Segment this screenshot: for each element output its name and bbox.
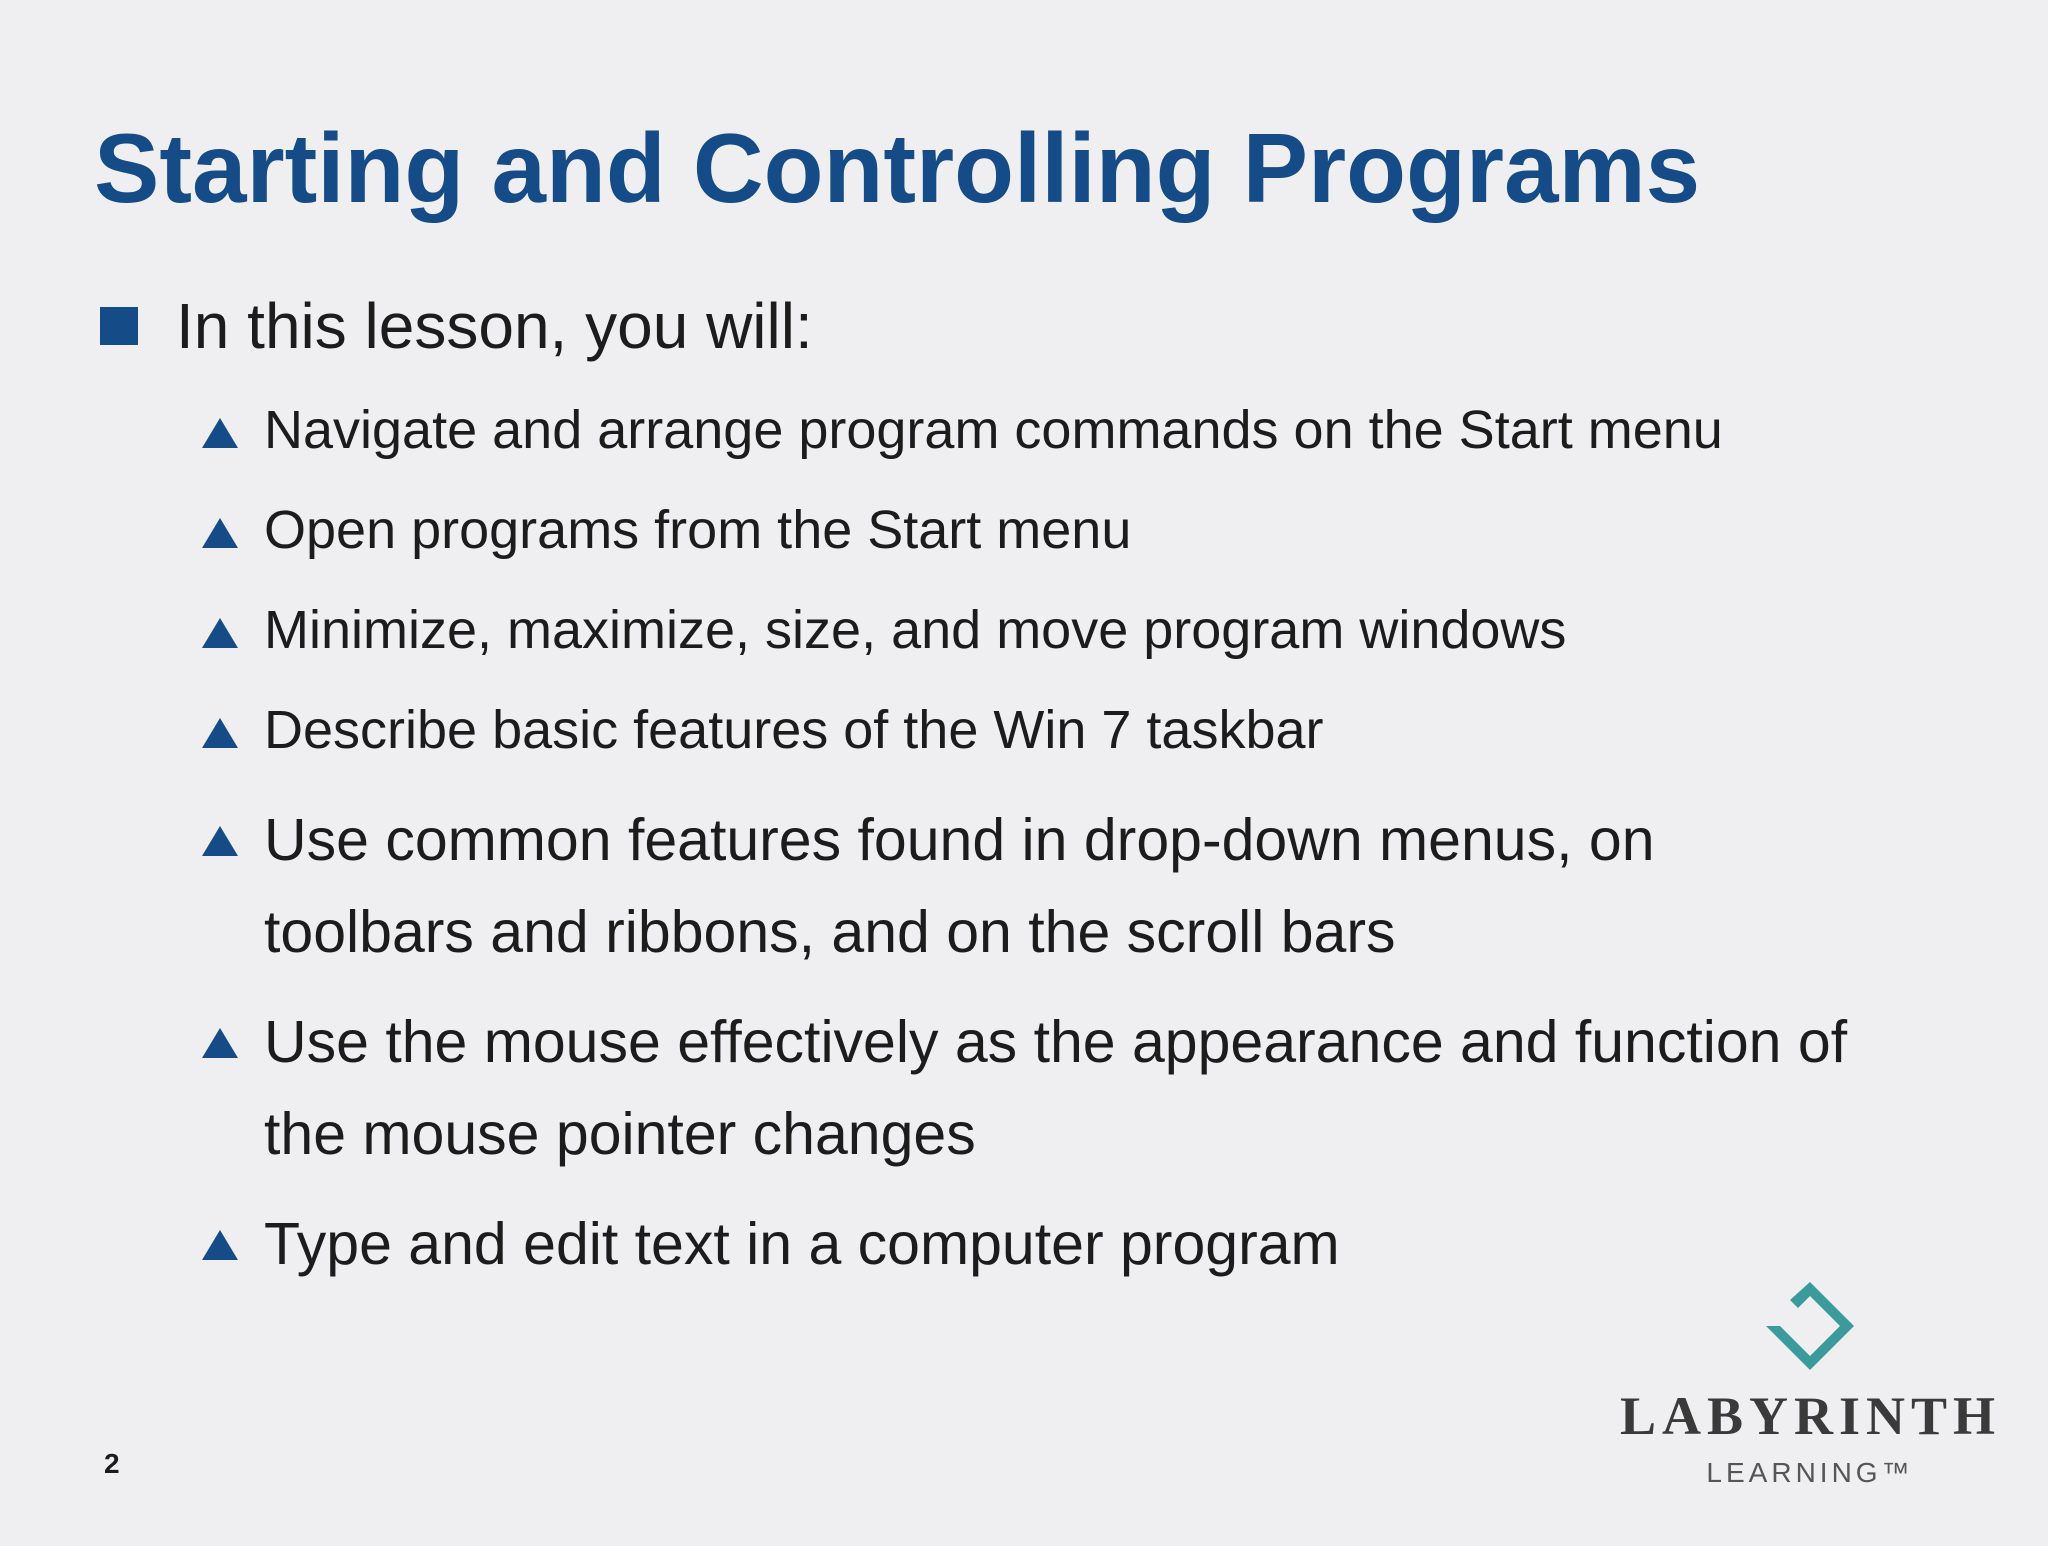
triangle-bullet-icon bbox=[200, 416, 240, 450]
slide-title: Starting and Controlling Programs bbox=[94, 113, 1701, 223]
logo-wordmark: LABYRINTH bbox=[1620, 1386, 2002, 1446]
item-text bbox=[264, 794, 1655, 978]
item-line: Use common features found in drop-down menus, on bbox=[264, 807, 1655, 873]
intro-text: In this lesson, you will: bbox=[176, 290, 813, 362]
list-item bbox=[200, 698, 1324, 762]
labyrinth-logo bbox=[1620, 1278, 2000, 1498]
page-number: 2 bbox=[104, 1448, 120, 1479]
list-item bbox=[200, 794, 1655, 978]
item-line: the mouse pointer changes bbox=[264, 1101, 976, 1167]
intro-bullet bbox=[100, 286, 813, 366]
triangle-bullet-icon bbox=[200, 1228, 240, 1262]
list-item bbox=[200, 996, 1847, 1180]
triangle-bullet-icon bbox=[200, 1026, 240, 1060]
item-text: Navigate and arrange program commands on the Start menu bbox=[264, 400, 1723, 460]
triangle-bullet-icon bbox=[200, 824, 240, 858]
item-text: Open programs from the Start menu bbox=[264, 500, 1132, 560]
square-bullet-icon bbox=[100, 307, 138, 345]
list-item bbox=[200, 1198, 1340, 1290]
diamond-maze-icon bbox=[1762, 1278, 1858, 1374]
item-line: toolbars and ribbons, and on the scroll bars bbox=[264, 899, 1396, 965]
triangle-bullet-icon bbox=[200, 716, 240, 750]
triangle-bullet-icon bbox=[200, 616, 240, 650]
item-text bbox=[264, 996, 1847, 1180]
logo-subtitle: LEARNING™ bbox=[1706, 1457, 1914, 1488]
item-text: Type and edit text in a computer program bbox=[264, 1211, 1340, 1277]
item-text: Describe basic features of the Win 7 taskbar bbox=[264, 700, 1324, 760]
list-item bbox=[200, 498, 1131, 562]
list-item bbox=[200, 598, 1566, 662]
list-item bbox=[200, 398, 1723, 462]
item-text: Minimize, maximize, size, and move program windows bbox=[264, 600, 1567, 660]
triangle-bullet-icon bbox=[200, 516, 240, 550]
item-line: Use the mouse effectively as the appearance and function of bbox=[264, 1009, 1848, 1075]
